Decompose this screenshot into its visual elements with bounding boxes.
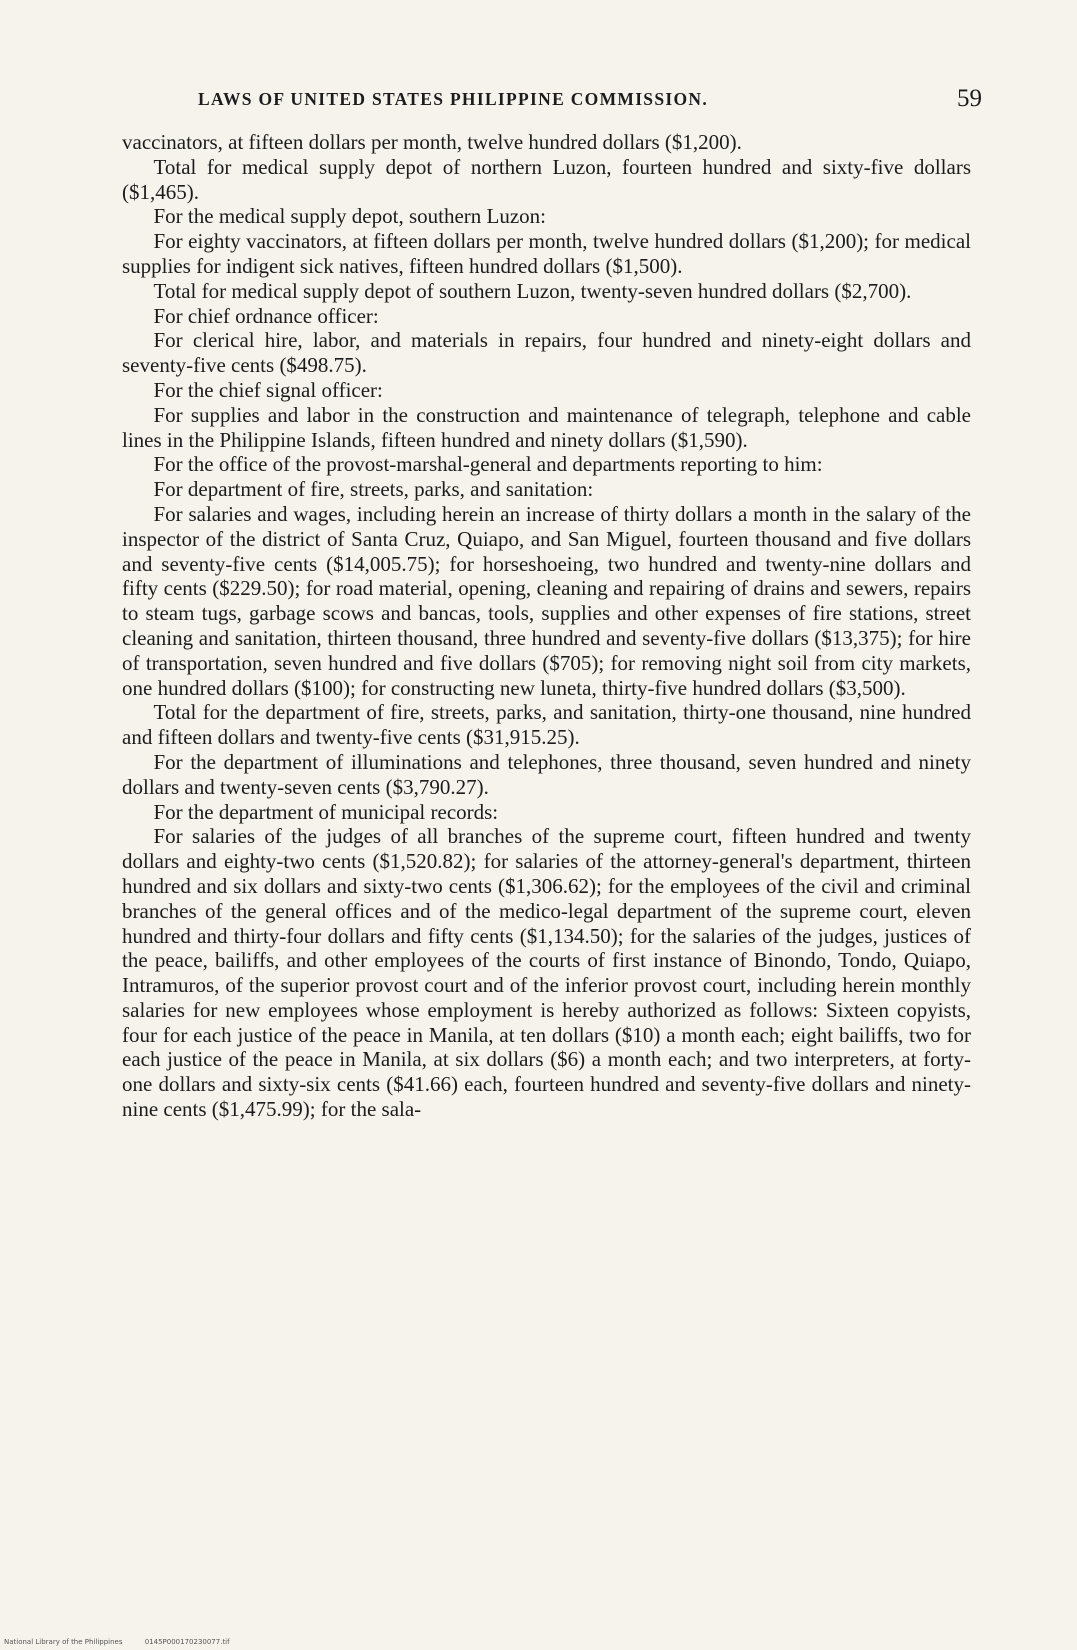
page-header xyxy=(120,85,982,119)
library-name: National Library of the Philippines xyxy=(4,1638,123,1646)
paragraph: For clerical hire, labor, and materials in repairs, four hundred and ninety-eight dollars and seventy-five cents ($498.75). xyxy=(122,328,971,378)
paragraph: Total for the department of fire, streets, parks, and sanitation, thirty-one thousand, nine hundred and fifteen dollars and twenty-five cents ($31,915.25). xyxy=(122,700,971,750)
paragraph: For the medical supply depot, southern Luzon: xyxy=(153,204,547,229)
paragraph: For supplies and labor in the construction and maintenance of telegraph, telephone and cable lines in the Philippine Islands, fifteen hundred and ninety dollars ($1,590). xyxy=(122,402,971,452)
paragraph: For chief ordnance officer: xyxy=(153,303,379,328)
paragraph: For the chief signal officer: xyxy=(153,377,383,402)
scan-code: 0145P000170230077.tif xyxy=(144,1638,230,1646)
paragraph: For the department of illuminations and telephones, three thousand, seven hundred and ninety dollars and twenty-seven cents ($3,790.27). xyxy=(122,749,971,799)
body-text xyxy=(122,130,971,1122)
paragraph: For salaries of the judges of all branches of the supreme court, fifteen hundred and twenty dollars and eighty-two cents ($1,520.82); for salaries of the attorney-general's department, thirteen hundred and six dollars and sixty-two cents ($1,306.62); for the employees of the civil and criminal branches of the general offices and of the medico-legal department of the supreme court, eleven hundred and thirty-four dollars and fifty cents ($1,134.50); for the salaries of the judges, justices of the peace, bailiffs, and other employees of the courts of first instance of Binondo, Tondo, Quiapo, Intramuros, of the superior provost court and of the inferior provost court, including herein monthly salaries for new employees whose employment is hereby authorized as follows: Sixteen copyists, four for each justice of the peace in Manila, at ten dollars ($10) a month each; eight bailiffs, two for each justice of the peace in Manila, at six dollars ($6) a month each; and two interpreters, at forty-one dollars and sixty-six cents ($41.66) each, fourteen hundred and seventy-five dollars and ninety-nine cents ($1,475.99); for the sala- xyxy=(122,824,971,1122)
paragraph: For department of fire, streets, parks, and sanitation: xyxy=(153,477,594,502)
paragraph: For eighty vaccinators, at fifteen dollars per month, twelve hundred dollars ($1,200); for medical supplies for indigent sick natives, fifteen hundred dollars ($1,500). xyxy=(122,229,971,278)
scan-imprint xyxy=(4,1638,250,1646)
page-number: 59 xyxy=(957,85,982,112)
paragraph: vaccinators, at fifteen dollars per month, twelve hundred dollars ($1,200). xyxy=(122,130,742,154)
paragraph: For the office of the provost-marshal-general and departments reporting to him: xyxy=(153,452,823,477)
paragraph: Total for medical supply depot of northern Luzon, fourteen hundred and sixty-five dollars ($1,465). xyxy=(122,154,971,204)
paragraph: For salaries and wages, including herein an increase of thirty dollars a month in the salary of the inspector of the district of Santa Cruz, Quiapo, and San Miguel, fourteen thousand and five dollars and seventy-five cents ($14,005.75); for horseshoeing, two hundred and twenty-nine dollars and fifty cents ($229.50); for road material, opening, cleaning and repairing of drains and sewers, repairs to steam tugs, garbage scows and bancas, tools, supplies and other expenses of fire stations, street cleaning and sanitation, thirteen thousand, three hundred and seventy-five dollars ($13,375); for hire of transportation, seven hundred and five dollars ($705); for removing night soil from city markets, one hundred dollars ($100); for constructing new luneta, thirty-five hundred dollars ($3,500). xyxy=(122,501,971,700)
running-head: LAWS OF UNITED STATES PHILIPPINE COMMISSION. xyxy=(198,89,709,109)
paragraph: For the department of municipal records: xyxy=(153,799,499,824)
paragraph: Total for medical supply depot of southern Luzon, twenty-seven hundred dollars ($2,700). xyxy=(153,278,912,303)
